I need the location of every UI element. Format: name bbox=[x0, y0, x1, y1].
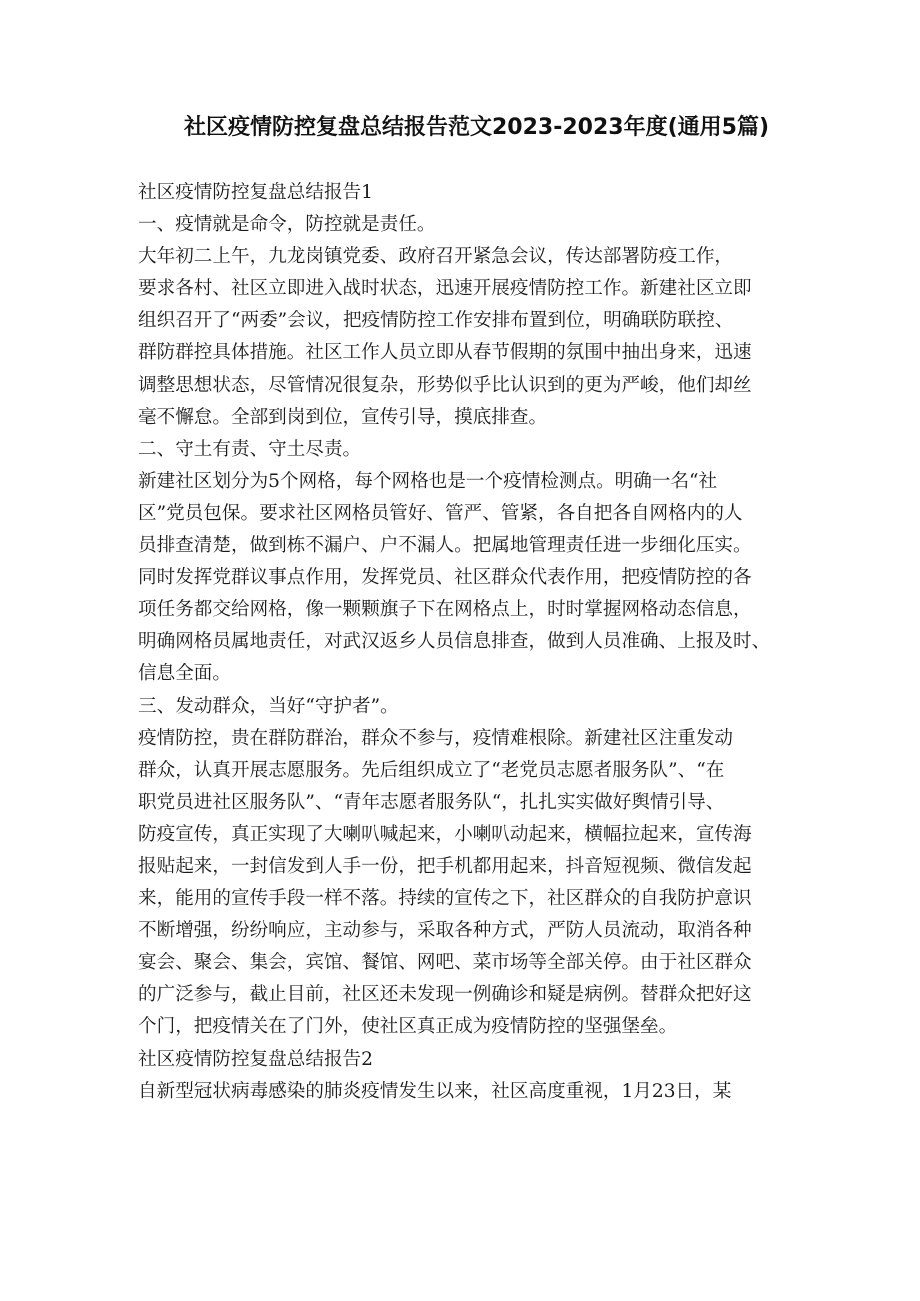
paragraph-line: 同时发挥党群议事点作用，发挥党员、社区群众代表作用，把疫情防控的各 bbox=[138, 567, 752, 589]
paragraph-line: 大年初二上午，九龙岗镇党委、政府召开紧急会议，传达部署防疫工作， bbox=[138, 246, 734, 268]
paragraph-line: 自新型冠状病毒感染的肺炎疫情发生以来，社区高度重视，1月23日，某 bbox=[138, 1080, 732, 1102]
paragraph-line: 信息全面。 bbox=[138, 663, 231, 685]
paragraph-line: 群众，认真开展志愿服务。先后组织成立了“老党员志愿者服务队”、“在 bbox=[138, 759, 725, 781]
paragraph-line: 防疫宣传，真正实现了大喇叭喊起来，小喇叭动起来，横幅拉起来，宣传海 bbox=[138, 823, 752, 845]
paragraph-line: 报贴起来，一封信发到人手一份，把手机都用起来，抖音短视频、微信发起 bbox=[138, 855, 752, 877]
paragraph-line: 个门，把疫情关在了门外，使社区真正成为疫情防控的坚强堡垒。 bbox=[138, 1016, 678, 1038]
paragraph-line: 调整思想状态，尽管情况很复杂，形势似乎比认识到的更为严峻，他们却丝 bbox=[138, 374, 752, 396]
paragraph-line: 新建社区划分为5个网格，每个网格也是一个疫情检测点。明确一名“社 bbox=[138, 470, 718, 492]
paragraph-line: 明确网格员属地责任，对武汉返乡人员信息排查，做到人员准确、上报及时、 bbox=[138, 631, 771, 653]
section-heading-report-1: 社区疫情防控复盘总结报告1 bbox=[138, 182, 373, 203]
paragraph-line: 项任务都交给网格，像一颗颗旗子下在网格点上，时时掌握网格动态信息， bbox=[138, 599, 752, 621]
paragraph-line: 组织召开了“两委”会议，把疫情防控工作安排布置到位，明确联防联控、 bbox=[138, 310, 734, 332]
subheading-1: 一、疫情就是命令，防控就是责任。 bbox=[138, 214, 436, 236]
section-heading-report-2: 社区疫情防控复盘总结报告2 bbox=[138, 1048, 373, 1070]
document-body bbox=[138, 177, 798, 1108]
paragraph-line: 毫不懈怠。全部到岗到位，宣传引导，摸底排查。 bbox=[138, 406, 548, 428]
paragraph-line: 来，能用的宣传手段一样不落。持续的宣传之下，社区群众的自我防护意识 bbox=[138, 888, 752, 910]
paragraph-line: 区”党员包保。要求社区网格员管好、管严、管紧，各自把各自网格内的人 bbox=[138, 502, 743, 524]
paragraph-line: 的广泛参与，截止目前，社区还未发现一例确诊和疑是病例。替群众把好这 bbox=[138, 984, 752, 1006]
subheading-2: 二、守土有责、守土尽责。 bbox=[138, 438, 362, 460]
paragraph-line: 群防群控具体措施。社区工作人员立即从春节假期的氛围中抽出身来，迅速 bbox=[138, 342, 752, 364]
document-title: 社区疫情防控复盘总结报告范文2023-2023年度(通用5篇) bbox=[184, 115, 770, 140]
paragraph-line: 员排查清楚，做到栋不漏户、户不漏人。把属地管理责任进一步细化压实。 bbox=[138, 535, 752, 557]
paragraph-line: 疫情防控，贵在群防群治，群众不参与，疫情难根除。新建社区注重发动 bbox=[138, 727, 734, 749]
paragraph-line: 不断增强，纷纷响应，主动参与，采取各种方式，严防人员流动，取消各种 bbox=[138, 920, 752, 942]
paragraph-line: 宴会、聚会、集会，宾馆、餐馆、网吧、菜市场等全部关停。由于社区群众 bbox=[138, 952, 752, 974]
paragraph-line: 职党员进社区服务队”、“青年志愿者服务队“，扎扎实实做好舆情引导、 bbox=[138, 791, 725, 813]
subheading-3: 三、发动群众，当好“守护者”。 bbox=[138, 695, 399, 717]
paragraph-line: 要求各村、社区立即进入战时状态，迅速开展疫情防控工作。新建社区立即 bbox=[138, 278, 752, 300]
